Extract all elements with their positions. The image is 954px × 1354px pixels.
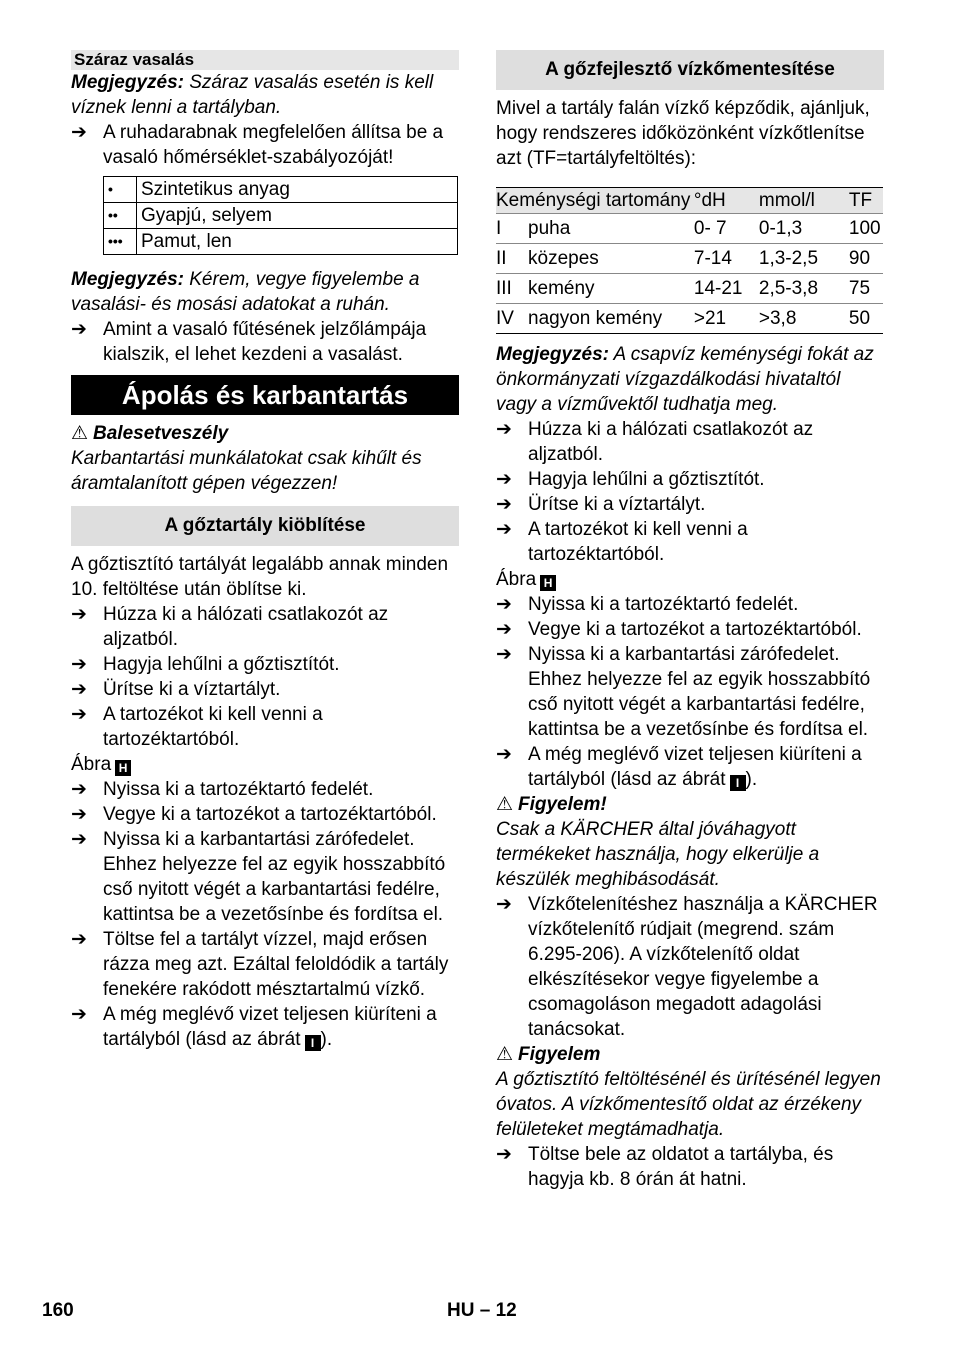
section-rinse-title: A gőztartály kiöblítése: [71, 506, 459, 546]
figure-reference: [71, 752, 459, 777]
step-text: A tartozékot ki kell venni a tartozéktartóból.: [103, 704, 323, 750]
note-text: Száraz vasalás esetén is kell víznek lenni a tartályban.: [71, 72, 434, 118]
arrow-right-icon: ➔: [496, 419, 512, 440]
table-row: [104, 203, 458, 229]
right-column: [496, 50, 884, 1192]
arrow-right-icon: ➔: [71, 604, 87, 625]
step-text: A még meglévő vizet teljesen kiüríteni a tartályból (lásd az ábrát: [528, 744, 862, 790]
fabric-temperature-table: [103, 176, 458, 255]
arrow-right-icon: ➔: [496, 594, 512, 615]
arrow-right-icon: ➔: [71, 122, 87, 143]
warning-icon: ⚠: [496, 1044, 514, 1065]
list-item: [496, 742, 884, 792]
danger-text: Karbantartási munkálatokat csak kihűlt és áramtalanított gépen végezzen!: [71, 448, 422, 494]
cell-dh: >21: [694, 304, 759, 334]
figure-i-icon: I: [305, 1035, 321, 1051]
note-water-hardness: [496, 342, 884, 417]
figure-label: Ábra: [496, 569, 537, 590]
page-code: HU – 12: [447, 1300, 517, 1321]
list-item: [496, 517, 884, 567]
step-list: [496, 592, 884, 792]
cell-mmol: >3,8: [759, 304, 849, 334]
arrow-right-icon: ➔: [496, 519, 512, 540]
step-text: Ürítse ki a víztartályt.: [528, 494, 706, 515]
warning-icon: ⚠: [71, 423, 89, 444]
step-text: Húzza ki a hálózati csatlakozót az aljzatból.: [103, 604, 389, 650]
arrow-right-icon: ➔: [71, 319, 87, 340]
water-hardness-table: [496, 187, 883, 334]
list-item: [71, 652, 459, 677]
caution-text: Csak a KÄRCHER által jóváhagyott termékeket használja, hogy elkerülje a készülék meghibásodását.: [496, 819, 820, 890]
header-dh: °dH: [694, 188, 759, 214]
list-item: [71, 317, 459, 367]
cell-tf: 75: [849, 274, 883, 304]
descale-intro: Mivel a tartály falán vízkő képződik, ajánljuk, hogy rendszeres időközönként vízkőtlenítse azt (TF=tartályfeltöltés):: [496, 98, 870, 169]
table-row: [104, 229, 458, 255]
step-text: Ürítse ki a víztartályt.: [103, 679, 281, 700]
table-row: [496, 304, 883, 334]
section-dry-ironing-title: Száraz vasalás: [71, 50, 459, 70]
header-tf: TF: [849, 188, 883, 214]
list-item: [71, 827, 459, 927]
list-item: [496, 467, 884, 492]
note-text: Kérem, vegye figyelembe a vasalási- és mosási adatokat a ruhán.: [71, 269, 420, 315]
list-item: [71, 1002, 459, 1052]
step-list: [71, 317, 459, 367]
cell-tf: 100: [849, 214, 883, 244]
arrow-right-icon: ➔: [496, 1144, 512, 1165]
fabric-label: Gyapjú, selyem: [137, 203, 458, 229]
step-list: [496, 892, 884, 1042]
step-list: [71, 777, 459, 1052]
cell-range-id: IV: [496, 304, 528, 334]
arrow-right-icon: ➔: [71, 1004, 87, 1025]
step-text: Nyissa ki a karbantartási zárófedelet. Ehhez helyezze fel az egyik hosszabbító cső nyitott végét a karbantartási fedélre, kattintsa be a vezetősínbe és fordítsa el.: [103, 829, 446, 925]
arrow-right-icon: ➔: [496, 619, 512, 640]
rinse-intro: A gőztisztító tartályát legalább annak minden 10. feltöltése után öblítse ki.: [71, 554, 449, 600]
step-text: Töltse bele az oldatot a tartályba, és hagyja kb. 8 órán át hatni.: [528, 1144, 834, 1190]
note-label: Megjegyzés:: [496, 344, 609, 365]
cell-mmol: 2,5-3,8: [759, 274, 849, 304]
chapter-heading: Ápolás és karbantartás: [71, 375, 459, 415]
arrow-right-icon: ➔: [71, 829, 87, 850]
table-header-row: [496, 188, 883, 214]
fabric-label: Pamut, len: [137, 229, 458, 255]
step-text: A még meglévő vizet teljesen kiüríteni a tartályból (lásd az ábrát: [103, 1004, 437, 1050]
page-number: 160: [42, 1300, 74, 1321]
danger-label: Balesetveszély: [93, 423, 229, 444]
cell-dh: 0- 7: [694, 214, 759, 244]
header-hardness-range: Keménységi tartomány: [496, 188, 694, 214]
caution-heading: [496, 1042, 884, 1067]
temperature-dots: ••: [104, 203, 137, 229]
caution-label: Figyelem: [518, 1044, 601, 1065]
figure-label: Ábra: [71, 754, 112, 775]
table-row: [104, 177, 458, 203]
caution-heading: [496, 792, 884, 817]
caution-text: A gőztisztító feltöltésénél és ürítésénél legyen óvatos. A vízkőmentesítő oldat az érzékeny felületeket megtámadhatja.: [496, 1069, 881, 1140]
arrow-right-icon: ➔: [496, 744, 512, 765]
arrow-right-icon: ➔: [496, 469, 512, 490]
header-mmol: mmol/l: [759, 188, 849, 214]
list-item: [496, 642, 884, 742]
step-list: [71, 602, 459, 752]
arrow-right-icon: ➔: [71, 704, 87, 725]
list-item: [71, 802, 459, 827]
arrow-right-icon: ➔: [71, 804, 87, 825]
list-item: [496, 592, 884, 617]
arrow-right-icon: ➔: [71, 679, 87, 700]
arrow-right-icon: ➔: [71, 929, 87, 950]
step-text: Húzza ki a hálózati csatlakozót az aljzatból.: [528, 419, 814, 465]
cell-mmol: 1,3-2,5: [759, 244, 849, 274]
list-item: [496, 417, 884, 467]
step-list: [496, 417, 884, 567]
step-text: Vegye ki a tartozékot a tartozéktartóból.: [528, 619, 862, 640]
warning-icon: ⚠: [496, 794, 514, 815]
list-item: [496, 617, 884, 642]
cell-tf: 50: [849, 304, 883, 334]
list-item: [496, 892, 884, 1042]
list-item: [71, 677, 459, 702]
cell-dh: 14-21: [694, 274, 759, 304]
step-text: Vegye ki a tartozékot a tartozéktartóból.: [103, 804, 437, 825]
step-text: Nyissa ki a karbantartási zárófedelet. Ehhez helyezze fel az egyik hosszabbító cső nyitott végét a karbantartási fedélre, kattintsa be a vezetősínbe és fordítsa el.: [528, 644, 871, 740]
figure-h-icon: H: [540, 575, 556, 591]
step-text: Vízkőtelenítéshez használja a KÄRCHER vízkőtelenítő rúdjait (megrend. szám 6.295-206). A vízkőtelenítő oldat elkészítésekor vegye figyelembe a csomagoláson megadott adagolási tanácsokat.: [528, 894, 878, 1040]
step-text: Amint a vasaló fűtésének jelzőlámpája kialszik, el lehet kezdeni a vasalást.: [103, 319, 427, 365]
temperature-dots: •: [104, 177, 137, 203]
list-item: [71, 602, 459, 652]
cell-range-id: II: [496, 244, 528, 274]
list-item: [496, 492, 884, 517]
cell-range-name: közepes: [528, 244, 694, 274]
step-text: A ruhadarabnak megfelelően állítsa be a vasaló hőmérséklet-szabályozóját!: [103, 122, 444, 168]
figure-reference: [496, 567, 884, 592]
step-text: Hagyja lehűlni a gőztisztítót.: [103, 654, 340, 675]
arrow-right-icon: ➔: [71, 654, 87, 675]
list-item: [71, 702, 459, 752]
table-row: [496, 274, 883, 304]
arrow-right-icon: ➔: [496, 894, 512, 915]
cell-tf: 90: [849, 244, 883, 274]
arrow-right-icon: ➔: [496, 494, 512, 515]
caution-label: Figyelem!: [518, 794, 607, 815]
cell-range-id: I: [496, 214, 528, 244]
table-row: [496, 244, 883, 274]
section-descale-title: A gőzfejlesztő vízkőmentesítése: [496, 50, 884, 90]
arrow-right-icon: ➔: [496, 644, 512, 665]
table-row: [496, 214, 883, 244]
step-text-end: ).: [320, 1029, 333, 1050]
list-item: [71, 927, 459, 1002]
step-text: Hagyja lehűlni a gőztisztítót.: [528, 469, 765, 490]
step-text: A tartozékot ki kell venni a tartozéktartóból.: [528, 519, 748, 565]
temperature-dots: •••: [104, 229, 137, 255]
danger-heading: [71, 421, 459, 446]
cell-range-name: kemény: [528, 274, 694, 304]
step-text: Töltse fel a tartályt vízzel, majd erősen rázza meg azt. Ezáltal feloldódik a tartály fenekére rakódott mésztartalmú vízkő.: [103, 929, 449, 1000]
note-text: A csapvíz keménységi fokát az önkormányzati vízgazdálkodási hivataltól vagy a vízművektől tudhatja meg.: [496, 344, 874, 415]
list-item: [71, 777, 459, 802]
cell-dh: 7-14: [694, 244, 759, 274]
figure-h-icon: H: [115, 760, 131, 776]
list-item: [71, 120, 459, 170]
note-dry-ironing: [71, 70, 459, 120]
note-label: Megjegyzés:: [71, 269, 184, 290]
cell-range-name: puha: [528, 214, 694, 244]
left-column: [71, 50, 459, 1052]
list-item: [496, 1142, 884, 1192]
cell-range-id: III: [496, 274, 528, 304]
cell-range-name: nagyon kemény: [528, 304, 694, 334]
fabric-label: Szintetikus anyag: [137, 177, 458, 203]
arrow-right-icon: ➔: [71, 779, 87, 800]
step-text-end: ).: [745, 769, 758, 790]
step-text: Nyissa ki a tartozéktartó fedelét.: [103, 779, 374, 800]
step-list: [496, 1142, 884, 1192]
note-label: Megjegyzés:: [71, 72, 184, 93]
step-text: Nyissa ki a tartozéktartó fedelét.: [528, 594, 799, 615]
step-list: [71, 120, 459, 170]
figure-i-icon: I: [730, 775, 746, 791]
cell-mmol: 0-1,3: [759, 214, 849, 244]
note-care-labels: [71, 267, 459, 317]
